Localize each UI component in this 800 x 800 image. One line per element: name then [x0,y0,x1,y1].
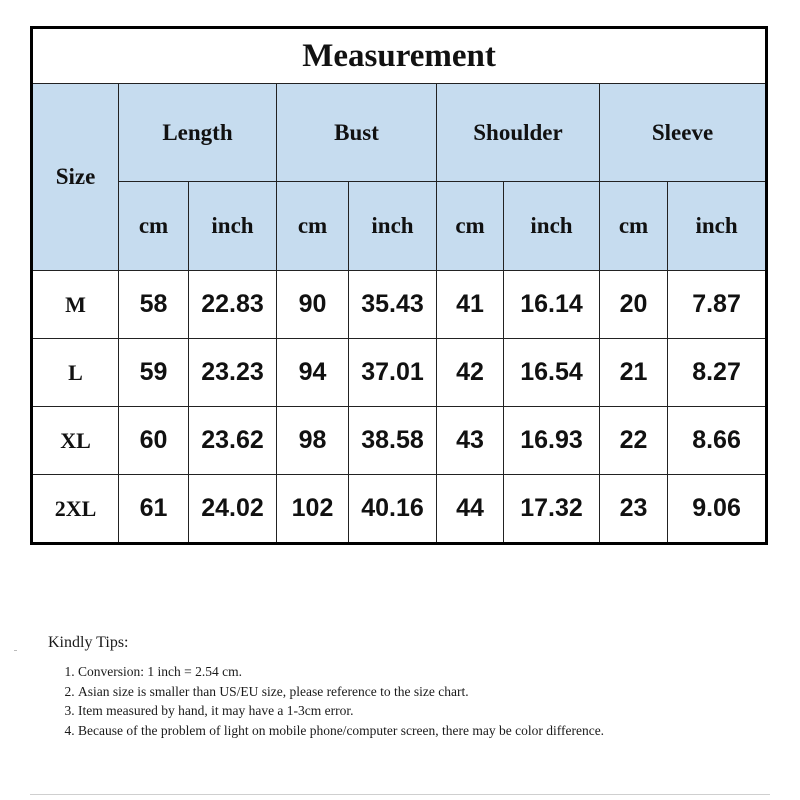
cell-value: 8.27 [668,339,767,407]
bust-header: Bust [277,84,437,182]
tip-item: 1. Conversion: 1 inch = 2.54 cm. [78,662,748,682]
cell-value: 35.43 [349,271,437,339]
cell-value: 37.01 [349,339,437,407]
unit-header: inch [504,182,600,271]
unit-header: inch [189,182,277,271]
cell-value: 102 [277,475,349,544]
bottom-divider [30,794,770,795]
cell-value: 16.14 [504,271,600,339]
cell-value: 16.54 [504,339,600,407]
length-header: Length [119,84,277,182]
cell-value: 42 [437,339,504,407]
cell-value: 90 [277,271,349,339]
cell-value: 20 [600,271,668,339]
table-row [32,407,767,475]
cell-value: 41 [437,271,504,339]
cell-value: 61 [119,475,189,544]
table-title: Measurement [32,28,767,84]
cell-value: 9.06 [668,475,767,544]
shoulder-header: Shoulder [437,84,600,182]
size-value: L [32,339,119,407]
cell-value: 40.16 [349,475,437,544]
cell-value: 23.62 [189,407,277,475]
tip-item: 4. Because of the problem of light on mobile phone/computer screen, there may be color difference. [78,721,748,741]
tips-title: Kindly Tips: [48,634,129,651]
cell-value: 16.93 [504,407,600,475]
unit-header: cm [277,182,349,271]
size-value: 2XL [32,475,119,544]
tips-list [48,662,748,740]
cell-value: 23.23 [189,339,277,407]
cell-value: 98 [277,407,349,475]
stray-mark [14,650,17,651]
unit-header: cm [600,182,668,271]
cell-value: 24.02 [189,475,277,544]
size-value: M [32,271,119,339]
kindly-tips-section [48,634,748,740]
unit-header: cm [119,182,189,271]
unit-header: inch [668,182,767,271]
table-row [32,475,767,544]
cell-value: 43 [437,407,504,475]
cell-value: 59 [119,339,189,407]
cell-value: 94 [277,339,349,407]
size-value: XL [32,407,119,475]
cell-value: 8.66 [668,407,767,475]
tip-item: 2. Asian size is smaller than US/EU size, please reference to the size chart. [78,682,748,702]
cell-value: 58 [119,271,189,339]
cell-value: 17.32 [504,475,600,544]
table-row [32,339,767,407]
cell-value: 22 [600,407,668,475]
size-column-header: Size [32,84,119,271]
cell-value: 22.83 [189,271,277,339]
sleeve-header: Sleeve [600,84,767,182]
unit-header: cm [437,182,504,271]
cell-value: 38.58 [349,407,437,475]
tip-item: 3. Item measured by hand, it may have a 1-3cm error. [78,701,748,721]
cell-value: 60 [119,407,189,475]
table-row [32,271,767,339]
cell-value: 23 [600,475,668,544]
size-chart-table [30,26,768,545]
cell-value: 21 [600,339,668,407]
cell-value: 7.87 [668,271,767,339]
cell-value: 44 [437,475,504,544]
unit-header: inch [349,182,437,271]
